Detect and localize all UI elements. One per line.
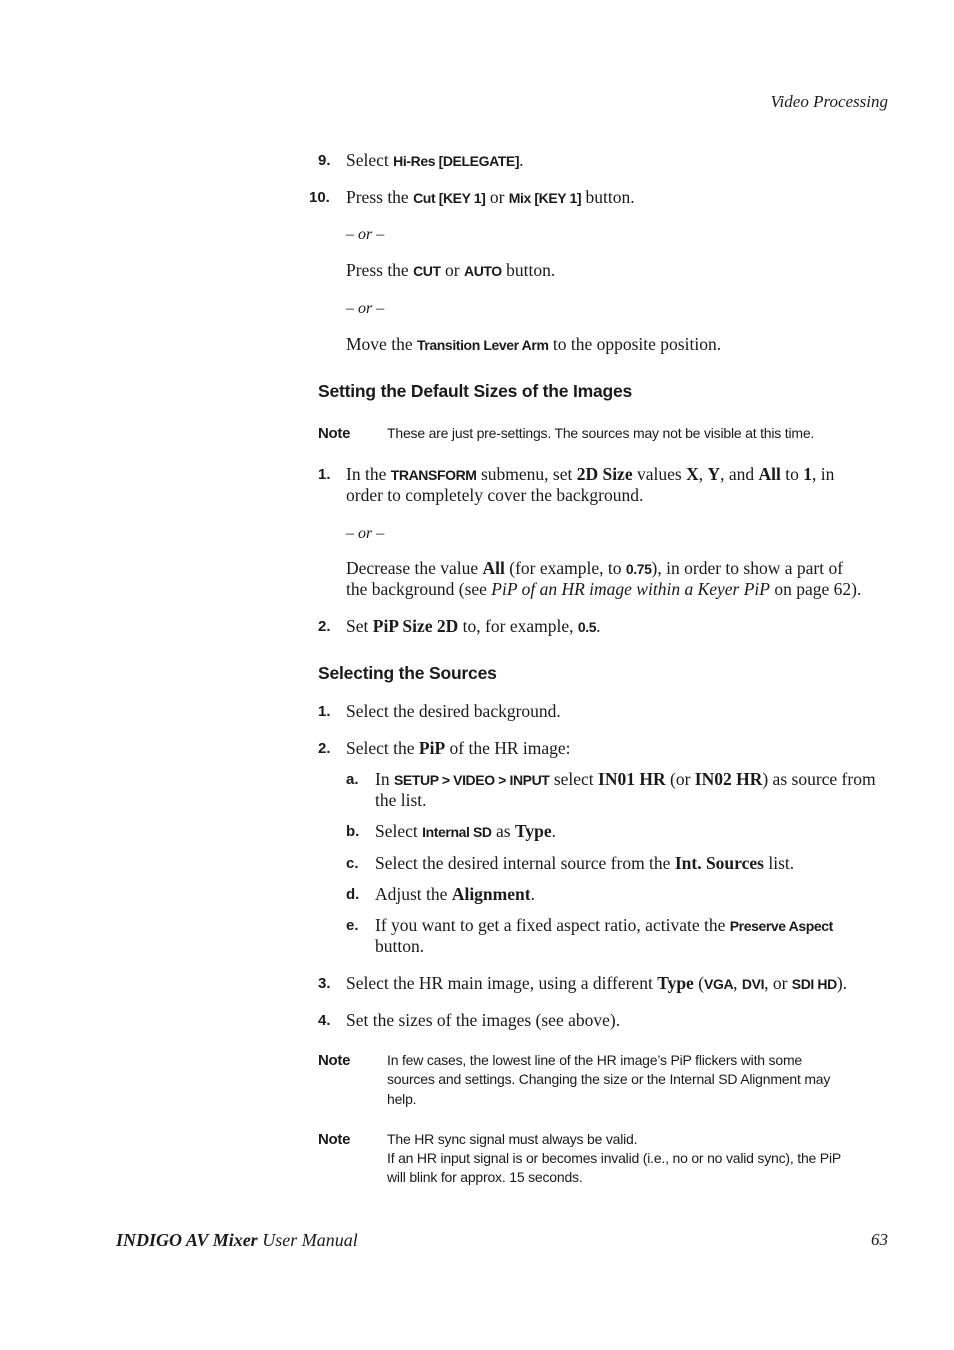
step-9-text xyxy=(346,150,523,172)
cross-reference-link[interactable]: PiP of an HR image within a Keyer PiP xyxy=(491,579,770,599)
text-segment: Select xyxy=(375,821,423,841)
bold-term: All xyxy=(758,464,781,484)
text-segment: select xyxy=(549,769,599,789)
bold-term: Type xyxy=(657,973,694,993)
text-segment: Press the xyxy=(346,260,414,280)
text-segment: . xyxy=(551,821,556,841)
text-segment: to xyxy=(780,464,804,484)
text-segment: (for example, to xyxy=(504,558,626,578)
text-segment: to, for example, xyxy=(458,616,578,636)
text-segment: . xyxy=(596,616,601,636)
text-segment: submenu, set xyxy=(476,464,577,484)
bold-term: Y xyxy=(707,464,721,484)
note-label: Note xyxy=(318,425,351,442)
or-separator: – or – xyxy=(346,525,385,542)
note-text-line: help. xyxy=(387,1091,417,1107)
note-text-line: sources and settings. Changing the size or the Internal SD Alignment may xyxy=(387,1071,831,1087)
ui-label: Transition Lever Arm xyxy=(416,337,549,353)
bold-term: 1 xyxy=(803,464,813,484)
text-segment: as xyxy=(491,821,515,841)
step-1-text: Select the desired background. xyxy=(346,701,561,721)
text-segment: ). xyxy=(836,973,848,993)
substep-d-text xyxy=(375,884,535,905)
text-segment: button. xyxy=(501,260,556,280)
text-segment: . xyxy=(530,884,535,904)
note-text-line: In few cases, the lowest line of the HR image’s PiP flickers with some xyxy=(387,1052,802,1068)
note-label: Note xyxy=(318,1052,351,1069)
text-segment: Decrease the value xyxy=(346,558,483,578)
text-segment: In the xyxy=(346,464,391,484)
text-segment: ) as source from xyxy=(762,769,876,789)
substep-a-line-1 xyxy=(375,769,876,791)
text-segment: list. xyxy=(763,853,795,873)
step-1-text-line-1 xyxy=(346,464,834,486)
substep-b-text xyxy=(375,821,556,843)
ui-label: 0.75 xyxy=(625,561,652,577)
bold-term: PiP Size 2D xyxy=(372,616,459,636)
text-segment: Set xyxy=(346,616,373,636)
note-text-line: If an HR input signal is or becomes invalid (i.e., no or no valid sync), the PiP xyxy=(387,1150,841,1166)
step-10-text xyxy=(346,187,635,209)
or-separator: – or – xyxy=(346,300,385,317)
text-segment: to the opposite position. xyxy=(548,334,722,354)
step-2-text xyxy=(346,616,600,638)
alt-text-2 xyxy=(346,334,721,356)
ui-label: Hi-Res [DELEGATE] xyxy=(393,153,520,169)
text-segment: ), in order to show a part of xyxy=(651,558,844,578)
note-text: These are just pre-settings. The sources may not be visible at this time. xyxy=(387,425,815,441)
text-segment: of the HR image: xyxy=(445,738,571,758)
ui-path: SETUP > VIDEO > INPUT xyxy=(393,772,550,788)
bold-term: IN02 HR xyxy=(694,769,763,789)
step-2-text xyxy=(346,738,571,759)
step-number: 1. xyxy=(318,466,331,483)
bold-term: All xyxy=(482,558,505,578)
bold-term: Type xyxy=(514,821,552,841)
bold-term: Alignment xyxy=(451,884,531,904)
step-number: 9. xyxy=(318,152,331,169)
step-number: 2. xyxy=(318,740,331,757)
text-segment: the background (see xyxy=(346,579,492,599)
bold-term: Int. Sources xyxy=(674,853,764,873)
ui-label: Preserve Aspect xyxy=(729,918,833,934)
note-text-line: will blink for approx. 15 seconds. xyxy=(387,1169,583,1185)
ui-label: CUT xyxy=(413,263,441,279)
step-3-text xyxy=(346,973,847,995)
step-number: 10. xyxy=(309,189,330,206)
substep-letter: b. xyxy=(346,823,360,840)
ui-label: Cut [KEY 1] xyxy=(413,190,486,206)
substep-letter: c. xyxy=(346,855,359,872)
text-segment: Adjust the xyxy=(375,884,452,904)
substep-letter: e. xyxy=(346,917,359,934)
substep-c-text xyxy=(375,853,794,874)
ui-label: AUTO xyxy=(463,263,502,279)
text-segment: Select xyxy=(346,150,394,170)
alt-text-line-1 xyxy=(346,558,843,580)
ui-label: 0.5 xyxy=(577,619,597,635)
bold-term: 2D Size xyxy=(576,464,633,484)
step-number: 2. xyxy=(318,618,331,635)
text-segment: values xyxy=(632,464,687,484)
step-number: 3. xyxy=(318,975,331,992)
text-segment: In xyxy=(375,769,394,789)
section-heading: Setting the Default Sizes of the Images xyxy=(318,381,633,401)
substep-e-line-1 xyxy=(375,915,833,937)
text-segment: or xyxy=(485,187,509,207)
ui-label: Internal SD xyxy=(422,824,492,840)
text-segment: , or xyxy=(764,973,792,993)
text-segment: on page 62). xyxy=(769,579,862,599)
text-segment: (or xyxy=(665,769,695,789)
text-segment: . xyxy=(519,150,524,170)
ui-label: VGA xyxy=(704,976,734,992)
text-segment: , xyxy=(733,973,742,993)
text-segment: If you want to get a fixed aspect ratio, activate the xyxy=(375,915,730,935)
product-name: INDIGO AV Mixer xyxy=(116,1230,258,1250)
text-segment: button. xyxy=(581,187,635,207)
text-segment: , and xyxy=(720,464,759,484)
text-segment: , in xyxy=(812,464,835,484)
bold-term: X xyxy=(686,464,699,484)
note-label: Note xyxy=(318,1131,351,1148)
section-heading: Selecting the Sources xyxy=(318,663,497,683)
alt-text-line-2 xyxy=(346,579,861,600)
or-separator: – or – xyxy=(346,226,385,243)
ui-label: DVI xyxy=(741,976,765,992)
step-1-text-line-2: order to completely cover the background. xyxy=(346,485,644,505)
substep-a-line-2: the list. xyxy=(375,790,427,810)
ui-label: SDI HD xyxy=(791,976,837,992)
text-segment: Move the xyxy=(346,334,417,354)
note-text-line: The HR sync signal must always be valid. xyxy=(387,1131,638,1147)
alt-text-1 xyxy=(346,260,555,282)
text-segment: Press the xyxy=(346,187,414,207)
ui-label: Mix [KEY 1] xyxy=(508,190,582,206)
step-number: 1. xyxy=(318,703,331,720)
ui-label: TRANSFORM xyxy=(390,467,477,483)
running-header: Video Processing xyxy=(770,92,888,111)
substep-e-line-2: button. xyxy=(375,936,425,956)
manual-title: User Manual xyxy=(257,1230,358,1250)
text-segment: , xyxy=(698,464,708,484)
step-4-text: Set the sizes of the images (see above). xyxy=(346,1010,621,1030)
page-number: 63 xyxy=(871,1230,888,1249)
text-segment: Select the HR main image, using a different xyxy=(346,973,658,993)
bold-term: PiP xyxy=(418,738,446,758)
substep-letter: d. xyxy=(346,886,360,903)
text-segment: ( xyxy=(693,973,705,993)
footer-title xyxy=(116,1230,358,1251)
text-segment: Select the xyxy=(346,738,419,758)
bold-term: IN01 HR xyxy=(598,769,666,789)
text-segment: Select the desired internal source from the xyxy=(375,853,675,873)
text-segment: or xyxy=(440,260,464,280)
step-number: 4. xyxy=(318,1012,331,1029)
substep-letter: a. xyxy=(346,771,359,788)
